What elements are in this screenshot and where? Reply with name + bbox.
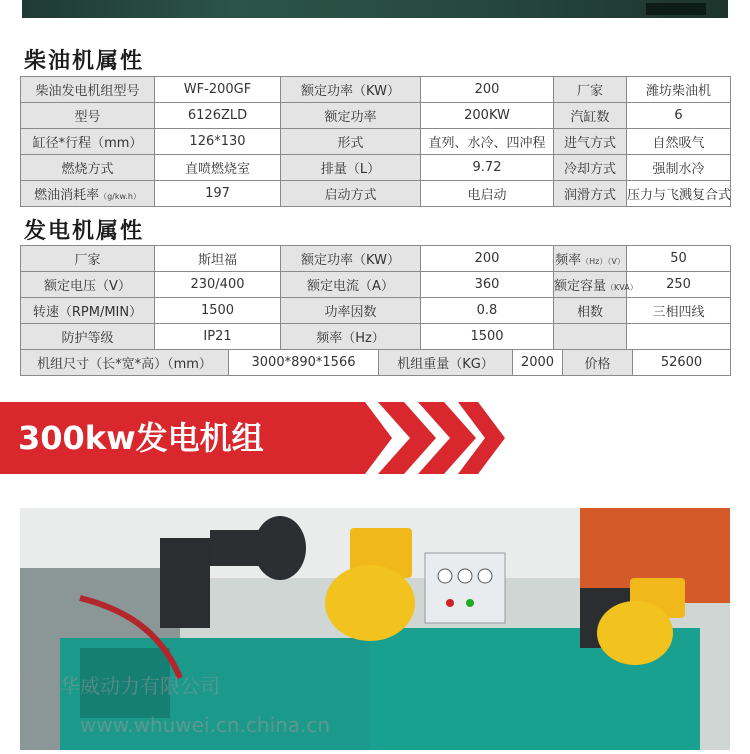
table-row	[21, 272, 731, 298]
table-row	[21, 324, 731, 350]
spec-label-cell: 频率（Hz）（V）	[554, 246, 627, 272]
spec-label-cell: 厂家	[21, 246, 155, 272]
size-label: 机组尺寸（长*宽*高）（mm）	[21, 350, 229, 376]
spec-value-cell: 360	[421, 272, 554, 298]
capacity-unit-label: （KVA）	[606, 283, 638, 292]
spec-label-cell: 启动方式	[281, 181, 421, 207]
photo-band	[22, 0, 728, 18]
watermark-company: 山东华威动力有限公司	[20, 674, 220, 698]
watermark-url: www.whuwei.cn.china.cn	[80, 713, 331, 737]
spec-value-cell: 250	[627, 272, 731, 298]
spec-value-cell: 电启动	[421, 181, 554, 207]
size-value: 3000*890*1566	[229, 350, 379, 376]
spec-label-cell: 转速（RPM/MIN）	[21, 298, 155, 324]
spec-label-cell: 额定功率（KW）	[281, 246, 421, 272]
photo-shadow	[646, 3, 706, 15]
spec-label-cell: 防护等级	[21, 324, 155, 350]
spec-label-cell: 额定容量（KVA）	[554, 272, 627, 298]
spec-value-cell: 直列、水冷、四冲程	[421, 129, 554, 155]
spec-value-cell: 潍坊柴油机	[627, 77, 731, 103]
spec-label-cell	[554, 324, 627, 350]
spec-label-cell: 形式	[281, 129, 421, 155]
spec-label-cell: 功率因数	[281, 298, 421, 324]
table-row	[21, 103, 731, 129]
spec-label-cell: 润滑方式	[554, 181, 627, 207]
spec-value-cell: 强制水冷	[627, 155, 731, 181]
spec-label-cell: 额定电流（A）	[281, 272, 421, 298]
price-label: 价格	[563, 350, 633, 376]
spec-value-cell: 6	[627, 103, 731, 129]
spec-value-cell: 200	[421, 246, 554, 272]
spec-value-cell: 230/400	[155, 272, 281, 298]
spec-value-cell: 9.72	[421, 155, 554, 181]
spec-label-cell: 型号	[21, 103, 155, 129]
spec-value-cell: IP21	[155, 324, 281, 350]
diesel-section-title: 柴油机属性	[24, 49, 145, 74]
spec-label-cell: 燃烧方式	[21, 155, 155, 181]
generator-section-title: 发电机属性	[24, 219, 145, 244]
generator-spec-table	[20, 245, 731, 350]
spec-value-cell: 直喷燃烧室	[155, 155, 281, 181]
fuel-unit-label: （g/kw.h）	[99, 192, 141, 201]
spec-value-cell: 50	[627, 246, 731, 272]
spec-value-cell: WF-200GF	[155, 77, 281, 103]
spec-value-cell: 自然吸气	[627, 129, 731, 155]
spec-value-cell: 197	[155, 181, 281, 207]
spec-label-cell: 缸径*行程（mm）	[21, 129, 155, 155]
previous-photo-strip	[0, 0, 750, 28]
table-row	[21, 181, 731, 207]
spec-value-cell: 1500	[421, 324, 554, 350]
price-value: 52600	[633, 350, 731, 376]
table-row	[21, 298, 731, 324]
spec-label-cell: 排量（L）	[281, 155, 421, 181]
spec-value-cell: 0.8	[421, 298, 554, 324]
generator-photo	[20, 508, 730, 750]
spec-value-cell: 1500	[155, 298, 281, 324]
weight-value: 2000	[513, 350, 563, 376]
spec-value-cell: 200	[421, 77, 554, 103]
banner-title: 300kw发电机组	[18, 419, 264, 457]
spec-label-cell: 额定功率	[281, 103, 421, 129]
spec-value-cell	[627, 324, 731, 350]
spec-label-cell: 厂家	[554, 77, 627, 103]
generator-size-row-table	[20, 349, 731, 376]
spec-label-cell: 冷却方式	[554, 155, 627, 181]
table-row	[21, 77, 731, 103]
spec-value-cell: 6126ZLD	[155, 103, 281, 129]
spec-value-cell: 斯坦福	[155, 246, 281, 272]
weight-label: 机组重量（KG）	[379, 350, 513, 376]
table-row	[21, 129, 731, 155]
spec-label-cell: 燃油消耗率（g/kw.h）	[21, 181, 155, 207]
spec-label-cell: 相数	[554, 298, 627, 324]
frequency-unit-label: （Hz）（V）	[581, 257, 625, 266]
spec-value-cell: 压力与飞溅复合式	[627, 181, 731, 207]
diesel-spec-table	[20, 76, 731, 207]
spec-value-cell: 三相四线	[627, 298, 731, 324]
table-row	[21, 155, 731, 181]
table-row	[21, 246, 731, 272]
spec-label-cell: 额定功率（KW）	[281, 77, 421, 103]
table-row	[21, 350, 731, 376]
spec-value-cell: 126*130	[155, 129, 281, 155]
spec-label-cell: 柴油发电机组型号	[21, 77, 155, 103]
spec-label-cell: 额定电压（V）	[21, 272, 155, 298]
spec-value-cell: 200KW	[421, 103, 554, 129]
spec-label-cell: 频率（Hz）	[281, 324, 421, 350]
spec-label-cell: 汽缸数	[554, 103, 627, 129]
spec-label-cell: 进气方式	[554, 129, 627, 155]
